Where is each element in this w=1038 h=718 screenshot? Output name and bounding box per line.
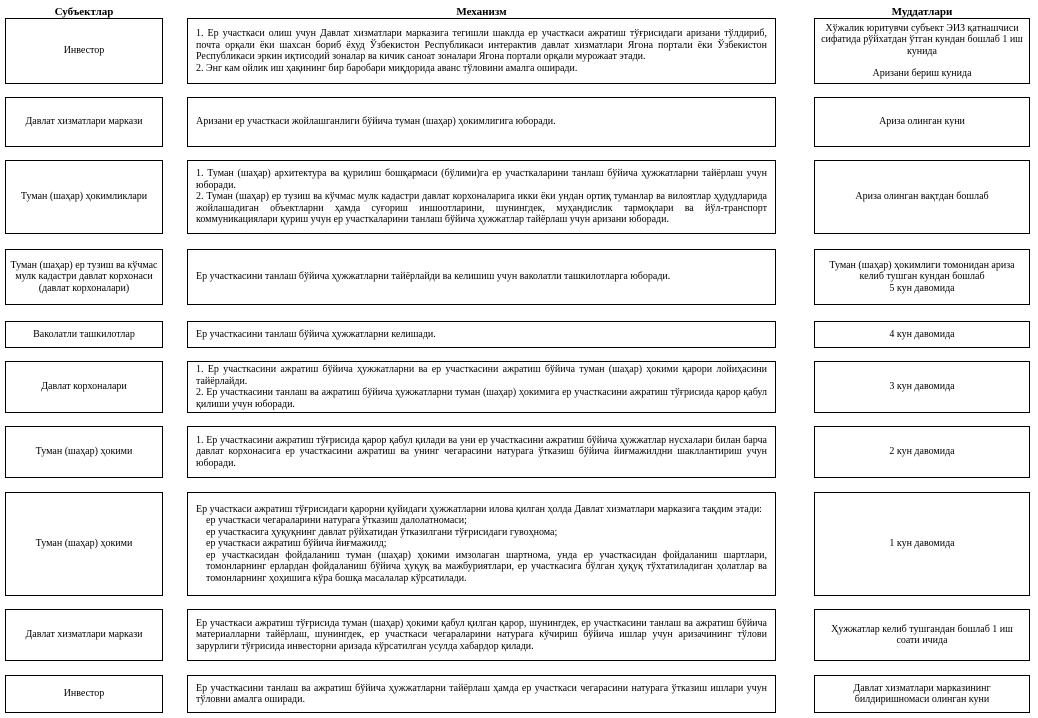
mechanism-box (187, 18, 776, 84)
subject-box-cadastre-enterprise (5, 249, 163, 305)
subject-label: Туман (шаҳар) ҳокими (35, 538, 133, 550)
subject-box-district-governor (5, 426, 163, 478)
header-subjects: Субъектлар (54, 6, 114, 18)
subject-label: Давлат хизматлари маркази (25, 116, 143, 128)
term-text: 3 кун давомида (889, 381, 955, 393)
mechanism-list-item: ер участкасидан фойдаланиш туман (шаҳар) ҳокими имзолаган шартнома, унда ер участкасидан фойдаланиш шартлари, томонларнинг ерлардан фойдаланиш бўйича ҳуқуқ ва мажбуриятлари, ер участкасига бўлган ҳуқуқ тўхтатиладиган ҳолатлар ва томонларнинг ҳоҳишига кўра бошқа масалалар кўрсатилади. (206, 549, 767, 584)
subject-label: Инвестор (63, 688, 105, 700)
mechanism-box (187, 492, 776, 596)
term-text: 4 кун давомида (889, 328, 955, 340)
mechanism-box (187, 609, 776, 661)
mechanism-box (187, 160, 776, 234)
mechanism-text: 2. Туман (шаҳар) ер тузиш ва кўчмас мулк кадастри давлат корхоналарига икки ёки ундан ортиқ туманлар ва вилоятлар ҳудудларида жойлашадиган объектларни ҳамда суғориш иншоотларини, шунингдек, муҳандислик тармоқлари ва йўл-транспорт коммуникациялари қуриш учун ер участкаларини танлаш бўйича ҳужжатлар тайёрлаш учун аризани юборади. (196, 191, 767, 226)
mechanism-box (187, 321, 776, 348)
term-text: Ариза олинган вақтдан бошлаб (855, 191, 989, 203)
term-box (814, 361, 1030, 413)
term-text: Давлат хизматлари марказининг билдиришномаси олинган куни (853, 682, 991, 705)
mechanism-text: Ер участкасини танлаш ва ажратиш бўйича ҳужжатларни тайёрлаш ҳамда ер участкаси чегарасини натурага ўтказиш ишлари учун тўловни амалга оширади. (196, 682, 767, 705)
subject-label: Туман (шаҳар) ҳокимликлари (20, 191, 148, 203)
mechanism-text: Аризани ер участкаси жойлашганлиги бўйича туман (шаҳар) ҳокимлигига юборади. (196, 116, 556, 128)
mechanism-box (187, 675, 776, 713)
subject-box-investor (5, 675, 163, 713)
subject-box-authorized-organizations (5, 321, 163, 348)
subject-label: Ваколатли ташкилотлар (33, 328, 135, 340)
mechanism-box (187, 97, 776, 147)
mechanism-text: 2. Ер участкасини танлаш ва ажратиш бўйича ҳужжатларни туман (шаҳар) ҳокимига ер участкасини ажратиш тўғрисида қарор қабул қилиши учун юборади. (196, 387, 767, 410)
header-mechanism: Механизм (456, 6, 507, 18)
subject-box-district-administrations (5, 160, 163, 234)
mechanism-text: Ер участкаси ажратиш тўғрисида туман (шаҳар) ҳокими қабул қилган қарор, шунингдек, ер участкасини танлаш ва ажратиш бўйича материалларни тайёрлаш, шунингдек, ер участкаси чегараларини натурага кўчириш бўйича ишлар учун аризачининг тўлови зарурлиги тўғрисида инвесторни аризада кўрсатилган усулда хабардор қилади. (196, 617, 767, 652)
term-text: Ариза олинган куни (879, 116, 965, 128)
term-text: Ҳужжатлар келиб тушгандан бошлаб 1 иш соати ичида (831, 623, 1013, 646)
mechanism-box (187, 426, 776, 478)
mechanism-text: 1. Ер участкаси олиш учун Давлат хизматлари марказига тегишли шаклда ер участкаси ажратиш тўғрисидаги аризани тўлдириб, почта орқали ёки шахсан бориб ёхуд Ўзбекистон Республикаси интерактив давлат хизматлари Ягона портали ёки Ўзбекистон Республикаси эркин иқтисодий зоналар ва кичик саноат зоналари Ягона портали орқали мурожаат этади. (196, 28, 767, 62)
subject-label: Давлат корхоналари (41, 381, 127, 393)
mechanism-list-item: ер участкаси чегараларини натурага ўтказиш далолатномаси; (206, 515, 467, 527)
mechanism-list-item: ер участкаси ажратиш бўйича йиғмажилд; (206, 538, 387, 550)
subject-label: Инвестор (63, 45, 105, 57)
term-text: Хўжалик юритувчи субъект ЭИЗ қатнашчиси сифатида рўйхатдан ўтган кундан бошлаб 1 иш кунида (821, 22, 1023, 57)
mechanism-text: 1. Ер участкасини ажратиш бўйича ҳужжатларни ва ер участкасини ажратиш бўйича туман (шаҳар) ҳокими қарори лойиҳасини тайёрлайди. (196, 364, 767, 387)
term-box (814, 18, 1030, 84)
subject-box-state-enterprises (5, 361, 163, 413)
subject-box-district-governor (5, 492, 163, 596)
mechanism-box (187, 249, 776, 305)
mechanism-text: Ер участкасини танлаш бўйича ҳужжатларни келишади. (196, 328, 436, 340)
term-box (814, 160, 1030, 234)
mechanism-list-item: ер участкасига ҳуқуқнинг давлат рўйхатидан ўтказилгани тўғрисидаги гувоҳнома; (206, 526, 558, 538)
subject-box-service-center (5, 97, 163, 147)
mechanism-text: Ер участкасини танлаш бўйича ҳужжатларни тайёрлайди ва келишиш учун ваколатли ташкилотларга юборади. (196, 271, 671, 283)
subject-label: Туман (шаҳар) ер тузиш ва кўчмас мулк кадастри давлат корхонаси (давлат корхоналари) (10, 259, 158, 294)
subject-box-investor (5, 18, 163, 84)
term-box (814, 426, 1030, 478)
term-box (814, 675, 1030, 713)
term-text: Аризани бериш кунида (872, 68, 972, 79)
term-box (814, 97, 1030, 147)
mechanism-text: Ер участкаси ажратиш тўғрисидаги қарорни қуйидаги ҳужжатларни илова қилган ҳолда Давлат хизматлари марказига тақдим этади: (196, 503, 762, 515)
header-terms: Муддатлари (891, 6, 953, 18)
term-text: 5 кун давомида (889, 282, 955, 294)
subject-label: Давлат хизматлари маркази (25, 629, 143, 641)
term-box (814, 249, 1030, 305)
term-text: Туман (шаҳар) ҳокимлиги томонидан ариза келиб тушган кундан бошлаб (829, 259, 1015, 283)
mechanism-text: 1. Туман (шаҳар) архитектура ва қурилиш бошқармаси (бўлими)га ер участкаларини танлаш бўйича ҳужжатларни тайёрлаш учун юборади. (196, 168, 767, 191)
term-box (814, 492, 1030, 596)
term-text: 1 кун давомида (889, 538, 955, 550)
mechanism-text: 2. Энг кам ойлик иш ҳақининг бир баробари миқдорида аванс тўловини амалга оширади. (196, 62, 578, 74)
subject-box-service-center (5, 609, 163, 661)
subject-label: Туман (шаҳар) ҳокими (35, 446, 133, 458)
mechanism-box (187, 361, 776, 413)
mechanism-text: 1. Ер участкасини ажратиш тўғрисида қарор қабул қилади ва уни ер участкасини ажратиш бўйича ҳужжатлар нусхалари билан барча давлат корхонасига ер участкасини ажратиш ва унинг чегарасини натурага ўтказиш бўйича йиғмажилдни шакллантириш учун юборади. (196, 434, 767, 469)
term-text: 2 кун давомида (889, 446, 955, 458)
term-box (814, 609, 1030, 661)
term-box (814, 321, 1030, 348)
